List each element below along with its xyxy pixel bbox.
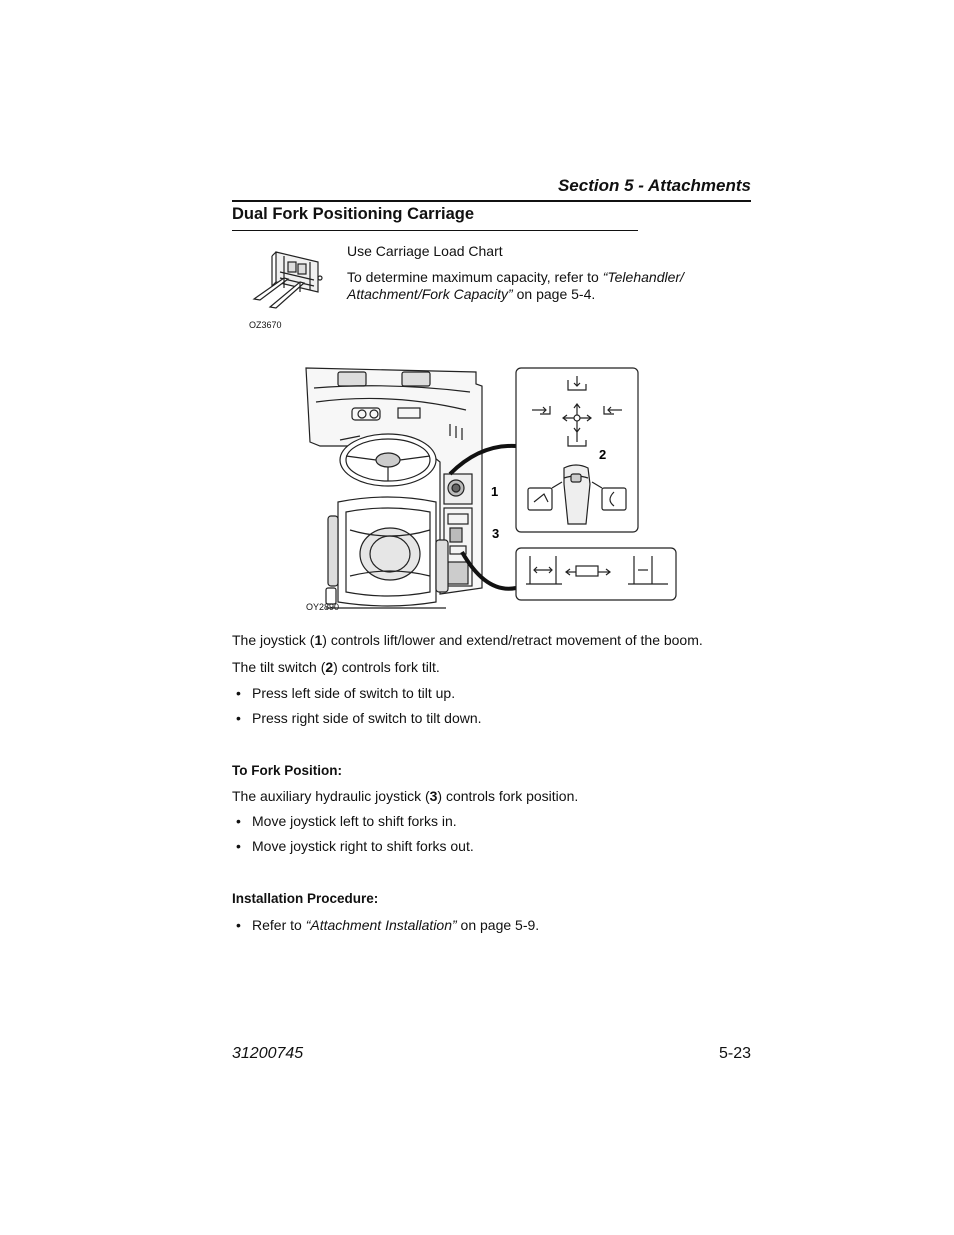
- capacity-pre: To determine maximum capacity, refer to: [347, 269, 603, 285]
- tilt-bullet-1: Press left side of switch to tilt up.: [252, 685, 456, 701]
- section-title: Section 5 - Attachments: [557, 176, 751, 195]
- joystick-paragraph: [232, 632, 703, 649]
- capacity-paragraph: [347, 269, 751, 303]
- bullet-icon: •: [236, 710, 241, 726]
- tilt-pre: The tilt switch (: [232, 659, 326, 675]
- list-item: [236, 710, 736, 727]
- capacity-post: on page 5-4.: [512, 286, 596, 302]
- tilt-post: ) controls fork tilt.: [333, 659, 440, 675]
- tilt-num: 2: [325, 659, 334, 675]
- list-item: [236, 685, 736, 702]
- callout-2: 2: [599, 447, 607, 462]
- list-item: [236, 813, 736, 830]
- bullet-icon: •: [236, 813, 241, 829]
- page-heading: Dual Fork Positioning Carriage: [232, 205, 475, 223]
- figure-label-oz3670: OZ3670: [249, 320, 282, 330]
- heading-rule: [232, 230, 638, 231]
- fork-position-heading: To Fork Position:: [232, 763, 342, 778]
- installation-heading: Installation Procedure:: [232, 891, 379, 906]
- list-item: [236, 838, 736, 855]
- installation-ref: “Attachment Installation”: [305, 917, 457, 933]
- fork-position-paragraph: [232, 788, 578, 805]
- joystick-num: 1: [314, 632, 323, 648]
- list-item: [236, 917, 736, 934]
- fork-bullet-2: Move joystick right to shift forks out.: [252, 838, 474, 854]
- joystick-post: ) controls lift/lower and extend/retract movement of the boom.: [322, 632, 703, 648]
- page-number: 5-23: [718, 1045, 751, 1062]
- installation-pre: Refer to: [252, 917, 306, 933]
- fork-pre: The auxiliary hydraulic joystick (: [232, 788, 430, 804]
- figure-label-oy2890: OY2890: [306, 602, 340, 612]
- callout-3: 3: [492, 526, 500, 541]
- installation-post: on page 5-9.: [456, 917, 540, 933]
- tilt-bullet-2: Press right side of switch to tilt down.: [252, 710, 482, 726]
- header-rule: [232, 200, 751, 202]
- installation-bullet: [252, 917, 539, 934]
- fork-post: ) controls fork position.: [437, 788, 579, 804]
- load-chart-line: Use Carriage Load Chart: [347, 243, 503, 259]
- carriage-load-chart-icon: [240, 248, 330, 318]
- operator-cab-diagram: [300, 362, 685, 612]
- fork-bullet-1: Move joystick left to shift forks in.: [252, 813, 457, 829]
- bullet-icon: •: [236, 685, 241, 701]
- bullet-icon: •: [236, 838, 241, 854]
- joystick-pre: The joystick (: [232, 632, 315, 648]
- bullet-icon: •: [236, 917, 241, 933]
- doc-number: 31200745: [232, 1045, 304, 1062]
- fork-num: 3: [429, 788, 438, 804]
- capacity-ref-1: “Telehandler/: [602, 269, 684, 285]
- callout-1: 1: [491, 484, 499, 499]
- tilt-paragraph: [232, 659, 440, 676]
- capacity-ref-2: Attachment/Fork Capacity”: [347, 286, 513, 302]
